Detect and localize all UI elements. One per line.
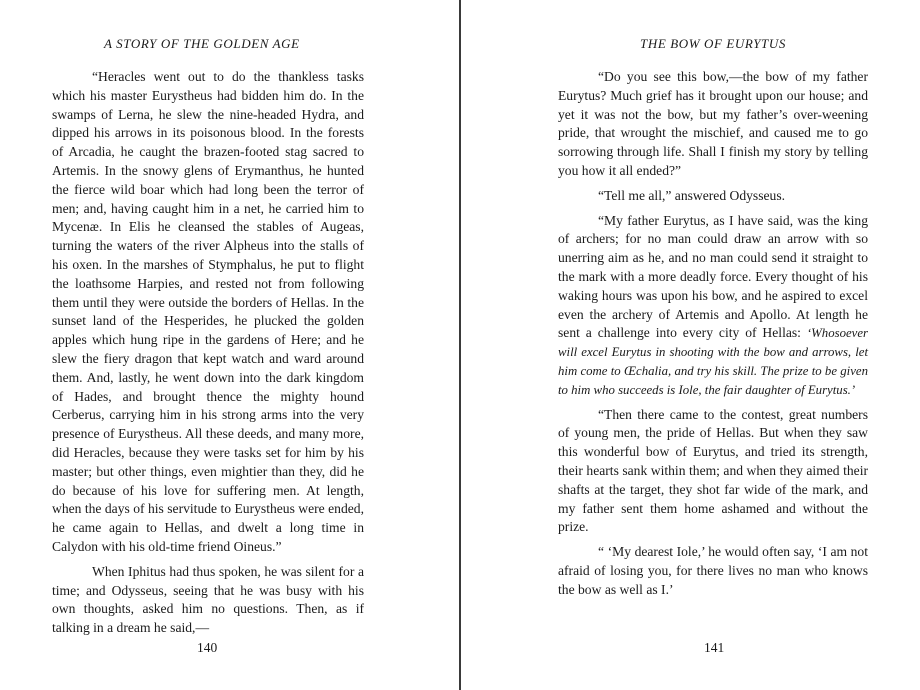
- right-page-text: [558, 68, 868, 606]
- right-page: [462, 0, 920, 690]
- paragraph: “Heracles went out to do the thankless tasks which his master Eurystheus had bidden him do. In the swamps of Lerna, he slew the nine-headed Hydra, and dipped his arrows in its poisonous blood. In the forests of Arcadia, he caught the brazen-footed stag sacred to Artemis. In the snowy glens of Erymanthus, he hunted the fierce wild boar which had long been the terror of men; and, having caught him in a net, he carried him to Mycenæ. In Elis he cleansed the stables of Augeas, turning the waters of the river Alpheus into the stalls of his oxen. In the marshes of Stymphalus, he put to flight the loathsome Harpies, and rested not from following them until they were outside the borders of Hellas. In the sunset land of the Hesperides, he plucked the golden apples which hung ripe in the gardens of Here; and he slew the fiery dragon that kept watch and ward around them. And, lastly, he went down into the dark kingdom of Hades, and brought thence the mighty hound Cerberus, carrying him in his strong arms into the very presence of Eurystheus. All these deeds, and many more, did Heracles, because they were tasks set for him by his master; but other things, even mightier than they, did he do because of his love for suffering men. At length, when the days of his servitude to Eurystheus were ended, he came again to Hellas, and dwelt a long time in Calydon with his old-time friend Oineus.”: [52, 69, 364, 554]
- paragraph-text: “My father Eurytus, as I have said, was the king of archers; for no man could draw an arrow with so unerring aim as he, and no man could send it straight to the mark with a more deadly force. Every thought of his waking hours was upon his bow, and he aspired to excel even the archery of Artemis and Apollo. At length he sent a challenge into every city of Hellas:: [558, 212, 868, 341]
- paragraph: “Then there came to the contest, great numbers of young men, the pride of Hellas. But when they saw this wonderful bow of Eurytus, and tried its strength, their hearts sank within them; and when they aimed their shafts at the target, they shot far wide of the mark, and my father sent them home ashamed and without the prize.: [558, 406, 868, 535]
- right-running-head: THE BOW OF EURYTUS: [640, 36, 786, 51]
- left-running-head: A STORY OF THE GOLDEN AGE: [104, 36, 300, 51]
- challenge-quote: ‘Whosoever will excel Eurytus in shooting with the bow and arrows, let him come to Œchalia, and try his skill. The prize to be given to him who succeeds is Iole, the fair daughter of Eurytus.’: [558, 326, 868, 397]
- right-page-number: 141: [704, 640, 725, 655]
- paragraph: “Tell me all,” answered Odysseus.: [598, 187, 786, 203]
- paragraph: When Iphitus had thus spoken, he was silent for a time; and Odysseus, seeing that he was busy with his own thoughts, asked him no questions. Then, as if talking in a dream he said,—: [52, 563, 364, 636]
- paragraph: [558, 212, 868, 400]
- paragraph: “Do you see this bow,—the bow of my father Eurytus? Much grief has it brought upon our house; and yet it was not the bow, but my father’s over-weening pride, that wrought the mischief, and caused me to go sorrowing through life. Shall I finish my story by telling you how it all ended?”: [558, 69, 868, 178]
- gutter-divider: [459, 0, 461, 690]
- left-page-number: 140: [197, 640, 218, 655]
- paragraph: “ ‘My dearest Iole,’ he would often say, ‘I am not afraid of losing you, for there lives no man who knows the bow as well as I.’: [558, 544, 868, 597]
- left-page-text: [52, 68, 364, 644]
